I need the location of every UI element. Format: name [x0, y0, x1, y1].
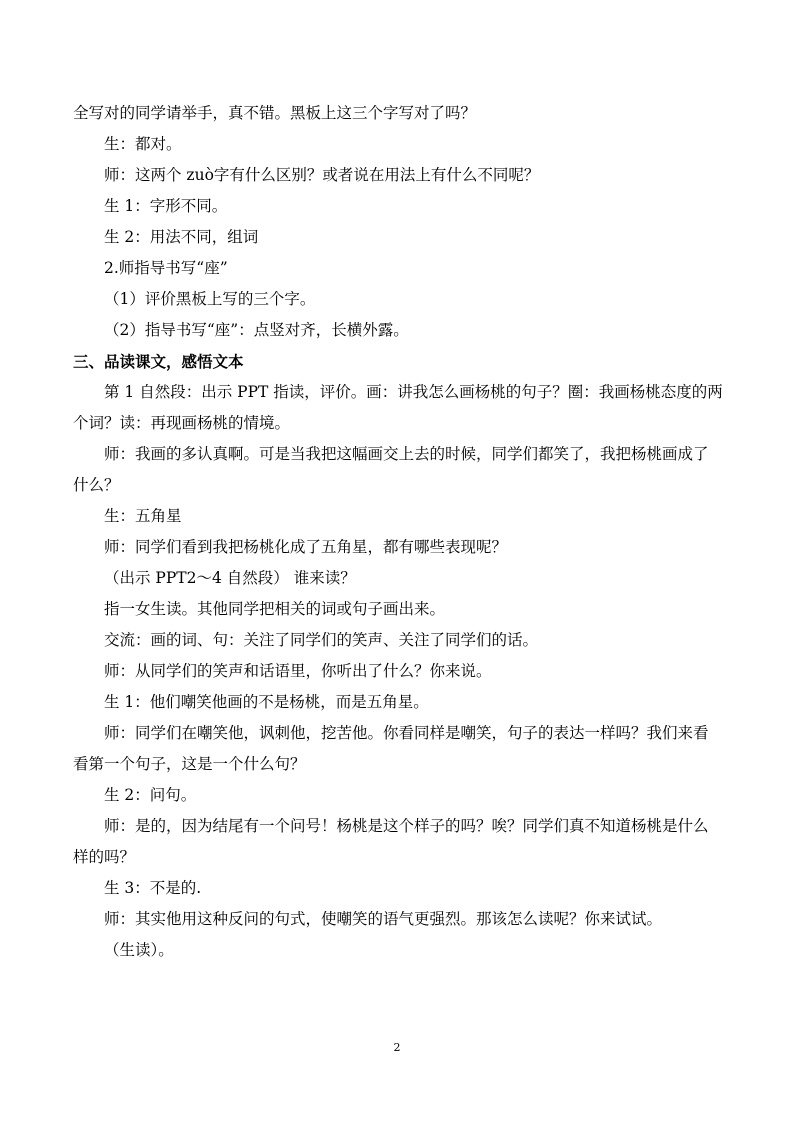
text-line: 生：都对。 — [104, 135, 182, 153]
text-line: 师：这两个 zuò字有什么区别？或者说在用法上有什么不同呢？ — [104, 166, 540, 184]
page-number: 2 — [393, 1041, 401, 1054]
document-body — [73, 98, 723, 966]
text-line: 生 3：不是的. — [104, 879, 202, 897]
text-line: 指一女生读。其他同学把相关的词或句子画出来。 — [104, 600, 446, 618]
text-line: 交流：画的词、句：关注了同学们的笑声、关注了同学们的话。 — [104, 631, 539, 649]
text-line: 什么？ — [73, 476, 120, 494]
text-line: 样的吗？ — [73, 848, 136, 866]
text-line: 第 1 自然段：出示 PPT 指读，评价。画：讲我怎么画杨桃的句子？圈：我画杨桃态度的两 — [104, 383, 723, 401]
text-line: 师：其实他用这种反问的句式，使嘲笑的语气更强烈。那该怎么读呢？你来试试。 — [104, 910, 663, 928]
text-line: 师：我画的多认真啊。可是当我把这幅画交上去的时候，同学们都笑了，我把杨桃画成了 — [104, 445, 709, 463]
text-line: 生 1：他们嘲笑他画的不是杨桃，而是五角星。 — [104, 693, 429, 711]
text-line: 生 2：问句。 — [104, 786, 197, 804]
text-line: 2.师指导书写“座” — [104, 259, 228, 277]
text-line: （2）指导书写“座”：点竖对齐，长横外露。 — [104, 321, 409, 339]
text-line: 全写对的同学请举手，真不错。黑板上这三个字写对了吗？ — [73, 104, 477, 122]
text-line: 师：是的，因为结尾有一个问号！杨桃是这个样子的吗？唉？同学们真不知道杨桃是什么 — [104, 817, 709, 835]
text-line: 个词？读：再现画杨桃的情境。 — [73, 414, 291, 432]
text-line: （出示 PPT2～4 自然段） 谁来读？ — [104, 569, 356, 587]
text-line: 师：同学们在嘲笑他，讽刺他，挖苦他。你看同样是嘲笑，句子的表达一样吗？我们来看 — [104, 724, 709, 742]
text-line: （生读）。 — [104, 941, 174, 959]
text-line: 看第一个句子，这是一个什么句？ — [73, 755, 306, 773]
section-heading: 三、品读课文，感悟文本 — [73, 352, 244, 371]
text-line: 生：五角星 — [104, 507, 182, 525]
text-line: 生 2：用法不同，组词 — [104, 228, 259, 246]
text-line: 生 1：字形不同。 — [104, 197, 228, 215]
text-line: 师：从同学们的笑声和话语里，你听出了什么？你来说。 — [104, 662, 492, 680]
text-line: （1）评价黑板上写的三个字。 — [104, 290, 316, 308]
text-line: 师：同学们看到我把杨桃化成了五角星，都有哪些表现呢？ — [104, 538, 508, 556]
